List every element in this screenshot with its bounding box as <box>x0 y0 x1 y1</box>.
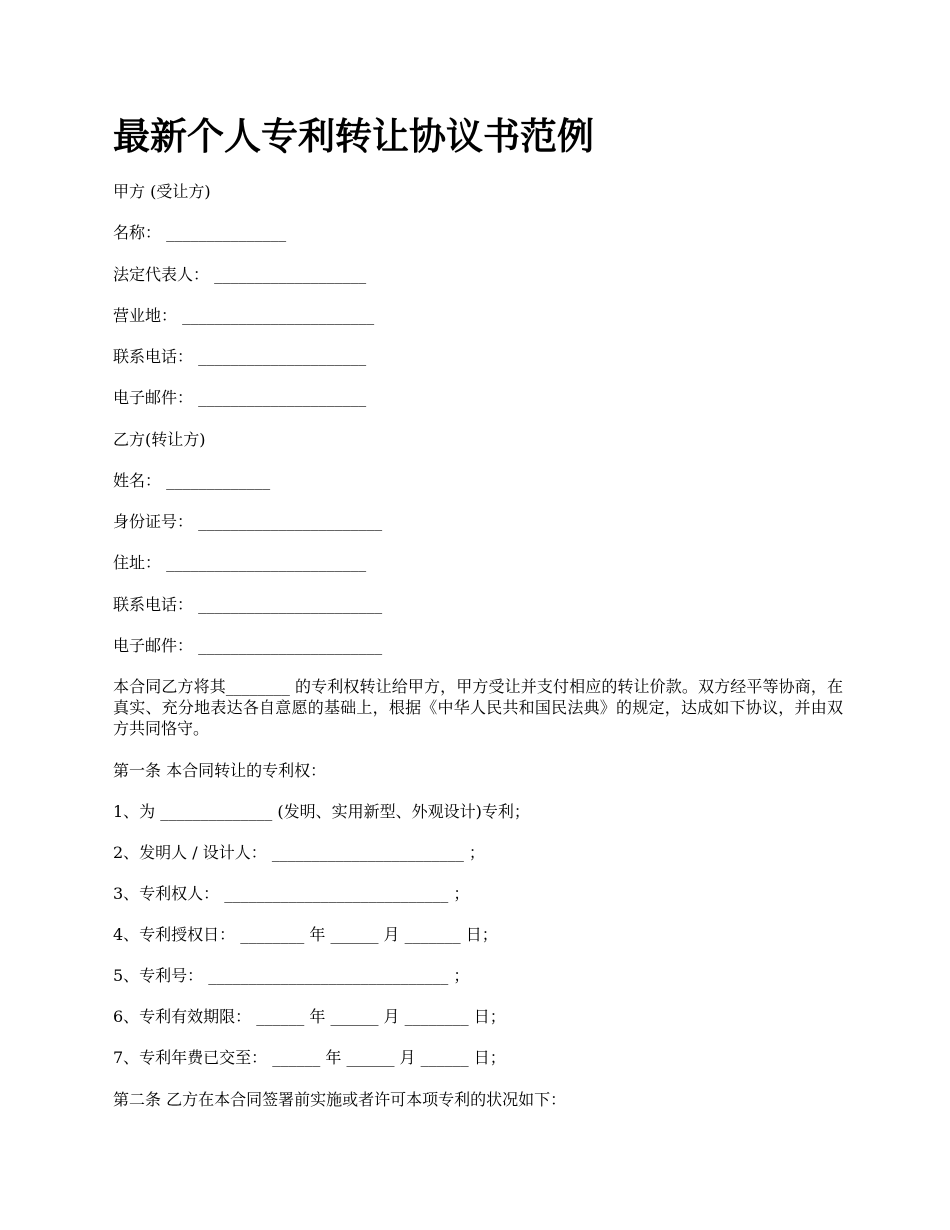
intro-paragraph: 本合同乙方将其________ 的专利权转让给甲方，甲方受让并支付相应的转让价款。双方经平等协商，在真实、充分地表达各自意愿的基础上，根据《中华人民共和国民法典》的规定，达成如下协议，并由双方共同恪守。 <box>113 677 843 738</box>
article-1-heading: 第一条 本合同转让的专利权： <box>113 761 327 780</box>
party-a-heading: 甲方 (受让方) <box>113 182 211 201</box>
party-a-legal-rep-line: 法定代表人： ___________________ <box>113 265 367 284</box>
article-1-item-1: 1、为 ______________ (发明、实用新型、外观设计)专利； <box>113 802 530 821</box>
article-1-item-3: 3、专利权人： ____________________________ ； <box>113 884 470 903</box>
article-1-item-4: 4、专利授权日： ________ 年 ______ 月 _______ 日； <box>113 925 498 944</box>
party-b-id-number-line: 身份证号： _______________________ <box>113 512 383 531</box>
party-b-phone-line: 联系电话： _______________________ <box>113 595 383 614</box>
party-a-email-line: 电子邮件： _____________________ <box>113 388 367 407</box>
party-b-email-line: 电子邮件： _______________________ <box>113 636 383 655</box>
party-b-name-line: 姓名： _____________ <box>113 471 271 490</box>
document-title: 最新个人专利转让协议书范例 <box>113 114 594 158</box>
article-1-item-2: 2、发明人 / 设计人： ________________________ ； <box>113 843 485 862</box>
party-a-business-address-line: 营业地： ________________________ <box>113 306 375 325</box>
article-2-heading: 第二条 乙方在本合同签署前实施或者许可本项专利的状况如下： <box>113 1090 567 1109</box>
party-b-heading: 乙方(转让方) <box>113 430 206 449</box>
article-1-item-5: 5、专利号： ______________________________ ； <box>113 966 470 985</box>
article-1-item-6: 6、专利有效期限： ______ 年 ______ 月 ________ 日； <box>113 1007 506 1026</box>
article-1-item-7: 7、专利年费已交至： ______ 年 ______ 月 ______ 日； <box>113 1048 506 1067</box>
party-a-phone-line: 联系电话： _____________________ <box>113 347 367 366</box>
party-b-address-line: 住址： _________________________ <box>113 553 367 572</box>
party-a-name-line: 名称： _______________ <box>113 223 287 242</box>
